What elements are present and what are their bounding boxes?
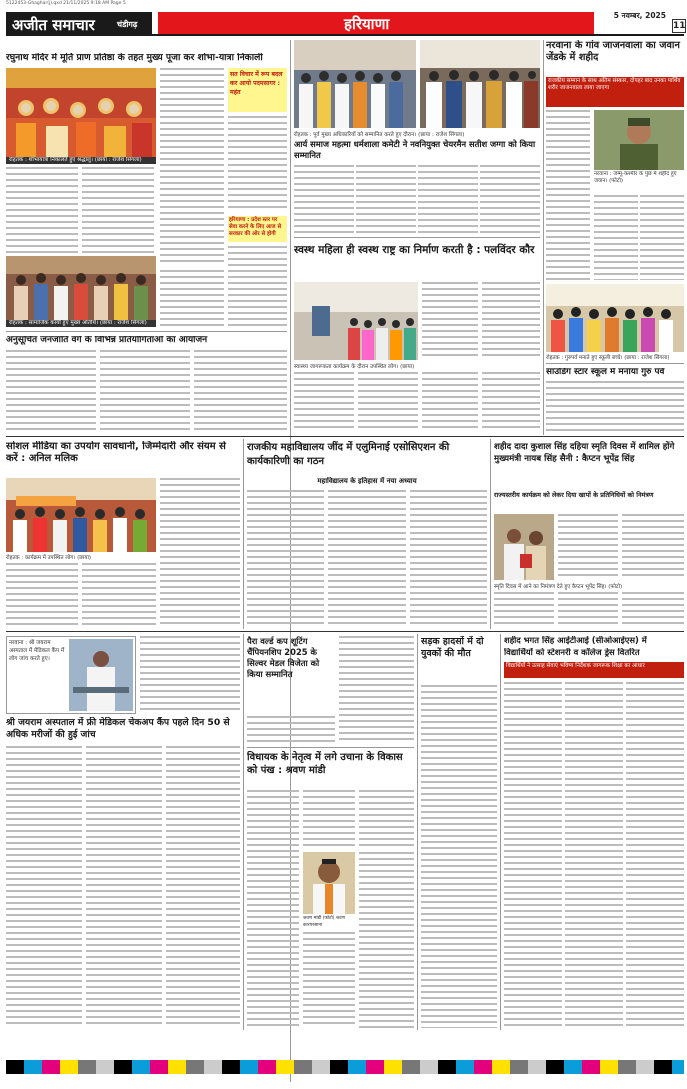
s10-inset-text: नरवाना : श्री जयराम अस्पताल में मेडिकल कैंप में लोग जांच करते हुए। xyxy=(9,640,65,662)
s5-portrait-caption: नरवाना : जम्मू-कश्मीर के पुंछ में शहीद हुए जवान। (फोटो) xyxy=(594,171,677,184)
section-banner xyxy=(158,12,594,34)
paper-title xyxy=(6,12,152,34)
print-info-line: 5122453-Ghaghar(j).qxd 21/11/2025 9:18 AM Page 5 xyxy=(6,1,126,6)
s3-photo-2 xyxy=(420,40,540,128)
s5-body-col3 xyxy=(640,195,684,280)
s1-headline: रघुनाथ मंदिर में मूर्ति प्राण प्रतिष्ठा के तहत मुख्य पूजा कर शोभा-यात्रा निकाली xyxy=(6,53,263,63)
s1-body-col2 xyxy=(82,167,154,253)
s4-body-col5 xyxy=(422,372,478,432)
s12-body-col5 xyxy=(303,932,355,1028)
s7-body-col2 xyxy=(82,563,156,627)
s1-photo-caption: रोहतक : शोभायात्रा निकालते हुए श्रद्धालु। (छाया : राजेश सिंगला) xyxy=(6,157,156,164)
s8-body-col3 xyxy=(410,490,487,627)
s4-photo-caption: स्वास्थ्य जागरूकता कार्यक्रम के दौरान उपस्थित लोग। (छाया) xyxy=(294,364,415,370)
s10-side-body xyxy=(140,636,240,714)
s14-body-col2 xyxy=(565,682,623,1028)
s1-body-col1 xyxy=(6,167,78,253)
s2-body-col2 xyxy=(100,350,190,432)
s2-headline: अनुसूचित जनजाति वर्ग के विभिन्न प्रतियोगिताओं का आयोजन xyxy=(6,336,208,345)
col-divider-6 xyxy=(417,634,418,1030)
s9-photo-caption: स्मृति दिवस में आने का निमंत्रण देते हुए कैप्टन भूपेंद्र सिंह। (फोटो) xyxy=(494,584,623,590)
s1-photo xyxy=(6,68,156,157)
s9-body-col5 xyxy=(622,592,684,628)
s12-body-col3 xyxy=(359,790,414,848)
section-title: हरियाणा xyxy=(344,15,390,33)
s4-body-col2 xyxy=(482,282,540,360)
s9-body-col2 xyxy=(622,514,684,580)
s11-body-col2 xyxy=(339,636,414,744)
s3-body-col4 xyxy=(480,165,540,233)
s5-body-col2 xyxy=(594,195,638,280)
s8-headline: राजकीय महाविद्यालय जींद में एलुमिनाई एसोसिएशन की कार्यकारिणी का गठन xyxy=(247,442,450,467)
s3-body-col2 xyxy=(356,165,416,233)
s6-body xyxy=(546,381,684,433)
s14-body-col3 xyxy=(626,682,684,1028)
edition-label: चंडीगढ़ xyxy=(117,20,138,29)
s10-body-col2 xyxy=(86,746,162,1028)
s1-photo-2 xyxy=(6,256,156,320)
page-rule xyxy=(6,436,684,437)
s4-photo xyxy=(294,282,418,360)
s12-divider xyxy=(247,747,414,748)
col-divider-2 xyxy=(543,40,544,435)
s12-body-col1 xyxy=(247,790,299,1028)
s14-headline-2: विद्यार्थियों को स्टेशनरी व कॉलेज ड्रेस वितरित xyxy=(504,648,640,657)
s14-headline: शहीद भगत सिंह आईटीआई (सीओआईएस) में xyxy=(504,636,647,645)
s8-subhead: महाविद्यालय के इतिहास में नया अध्याय xyxy=(317,477,417,485)
s5-photo-2 xyxy=(546,284,684,352)
s7-body-col1 xyxy=(6,563,78,627)
s3-photo-caption: रोहतक : पूर्व मुख्य अधिकारियों को सम्मानित करते हुए दौरान। (छाया : राजेश सिंगला) xyxy=(294,132,465,138)
s13-headline: सड़क हादसों में दो युवकों की मौत xyxy=(421,636,484,659)
s12-photo xyxy=(303,852,355,914)
s1-box-2: हरियाणा : प्रदेश स्तर पर सेवा करने के लिए आज से सरकार की ओर से होगी xyxy=(228,216,287,242)
s5-body-col1 xyxy=(546,110,590,280)
s10-body-col3 xyxy=(166,746,240,1028)
col-divider-4 xyxy=(490,439,491,629)
s13-body-col1 xyxy=(421,685,497,1028)
s10-body-col1 xyxy=(6,746,82,1028)
s7-body-col3 xyxy=(160,478,240,627)
s9-body-col4 xyxy=(558,592,618,628)
s4-headline: स्वस्थ महिला ही स्वस्थ राष्ट्र का निर्माण करती है : पलविंदर कौर xyxy=(294,244,535,256)
s12-headline: विधायक के नेतृत्व में लगे उचाना के विकास को पंख : श्रवण मांडी xyxy=(247,752,403,776)
s12-photo-caption: श्रवण मांडी (फोटो) श्रवण कारपरसाना xyxy=(303,916,346,928)
s7-photo xyxy=(6,478,156,552)
s2-body-col1 xyxy=(6,350,96,432)
s9-photo xyxy=(494,514,554,580)
masthead xyxy=(6,12,684,36)
s10-inset-photo xyxy=(69,639,133,711)
s1-photo-2-caption: रोहतक : सामाजिक कार्यों हुए मुख्य अतिथि। (छाया : राजेश सिंगला) xyxy=(6,320,156,327)
s4-body-col6 xyxy=(482,372,540,432)
paper-name: अजीत समाचार xyxy=(12,16,95,34)
s4-body-col4 xyxy=(358,372,418,432)
s14-strip: विद्यार्थियों ने उत्साह सेवाएं भविष्य निर्देशक जागरूक शिक्षा का आधार xyxy=(504,662,684,678)
page-number: 11 xyxy=(673,21,686,31)
s10-inset xyxy=(6,636,136,714)
col-divider-5 xyxy=(243,634,244,1030)
s4-body-col1 xyxy=(422,282,478,360)
s4-divider xyxy=(294,237,540,238)
s9-subhead: राज्यस्तरीय कार्यक्रम को लेकर दिया खापों के प्रतिनिधियों को निमंत्रण xyxy=(494,491,654,499)
s10-headline: श्री जयराम अस्पताल में फ्री मेडिकल चेकअप कैंप पहले दिन 50 से अधिक मरीजों की हुई जांच xyxy=(6,717,230,740)
registration-bar xyxy=(6,1060,684,1074)
s6-headline: साउंडिंग स्टार स्कूल में मनाया गुरु पर्व xyxy=(546,368,665,377)
s3-body-col3 xyxy=(418,165,478,233)
s1-body-col3 xyxy=(160,68,224,112)
col-divider-7 xyxy=(500,634,501,1030)
s5-strip: राजकीय सम्मान के साथ अंतिम संस्कार, दोपहर बाद उनका पार्थिव शरीर जाजनवाला लाया जाएगा xyxy=(546,77,684,107)
s9-body-col1 xyxy=(558,514,618,580)
s8-body-col2 xyxy=(328,490,406,627)
s1-body-col5 xyxy=(228,116,287,212)
s8-body-col1 xyxy=(247,490,324,627)
s4-body-col3 xyxy=(294,372,354,432)
s1-body-col7 xyxy=(160,270,224,326)
s7-photo-caption: रोहतक : कार्यक्रम में उपस्थित लोग। (छाया) xyxy=(6,555,91,561)
s2-divider xyxy=(6,331,287,332)
s3-body-col1 xyxy=(294,165,354,233)
s3-photo xyxy=(294,40,416,128)
s5-photo-2-caption: रोहतक : गुरुपर्व मनाते हुए स्कूली बच्चे। (छाया : राजेश सिंगला) xyxy=(546,355,670,361)
s5-portrait xyxy=(594,110,684,170)
s1-body-col6 xyxy=(228,246,287,326)
s2-body-col3 xyxy=(194,350,287,432)
s9-headline: शहीद दादा कुशाल सिंह दहिया स्मृति दिवस में शामिल होंगे मुख्यमंत्री नायब सिंह सैनी : कैप्टन भूपेंद्र सिंह xyxy=(494,442,675,464)
page-rule-2 xyxy=(6,631,684,632)
s14-body-col1 xyxy=(504,682,562,1028)
s11-body-col1 xyxy=(247,716,335,744)
s12-body-col2 xyxy=(303,790,355,848)
issue-date: 5 नवम्बर, 2025 xyxy=(613,11,666,20)
s9-body-col3 xyxy=(494,592,554,628)
s11-headline: पैरा वर्ल्ड कप शूटिंग चैंपियनशिप 2025 के सिल्वर मेडल विजेता को किया सम्मानित xyxy=(247,636,320,679)
col-divider-3 xyxy=(243,439,244,629)
s7-headline: सोशल मीडिया का उपयोग सावधानी, जिम्मेदारी और संयम से करें : अनिल मलिक xyxy=(6,441,226,464)
s1-box-1: सत विचार में रूप बदल कर आयो पदमसागर : महंत xyxy=(228,68,287,112)
s3-headline: आर्य समाज महत्मा धर्मशाला कमेटी ने नवनियुक्त चेयरमैन सतीश जग्गा को किया सम्मानित xyxy=(294,139,536,160)
s5-headline: नरवाना के गांव जाजनवाला का जवान जेंडके में शहीद xyxy=(546,40,680,63)
s12-body-col4 xyxy=(359,852,414,1028)
s1-body-col4 xyxy=(160,116,224,266)
s6-divider xyxy=(546,363,684,364)
